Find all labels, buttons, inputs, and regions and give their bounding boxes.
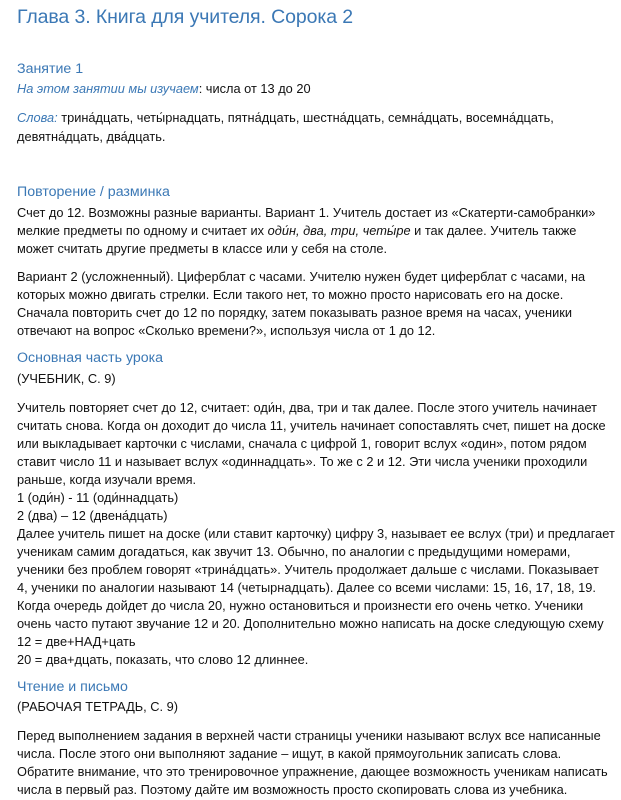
words-line-1: [17, 109, 554, 127]
warmup-heading: Повторение / разминка: [17, 184, 170, 200]
warmup-p1-line-3: может считать другие предметы в классе или у себя на столе.: [17, 241, 388, 256]
words-list-1: трина́дцать, четы́рнадцать, пятна́дцать, шестна́дцать, семна́дцать, восемна́дцать,: [57, 110, 554, 125]
page-title: Глава 3. Книга для учителя. Сорока 2: [17, 6, 354, 28]
counting-words: оди́н, два, три, четы́ре: [267, 223, 411, 238]
main-line-1: Учитель повторяет счет до 12, считает: оди́н, два, три и так далее. После этого учитель начинает: [17, 400, 598, 415]
reading-line-2: числа. После этого они выполняют задание – ищут, в какой прямоугольник записать слова.: [17, 746, 562, 761]
main-line-14: 12 = две+НАД+цать: [17, 634, 136, 649]
main-line-13: очень часто путают звучание 12 и 20. Дополнительно можно написать на доске следующую схему: [17, 616, 604, 631]
main-line-6: 1 (оди́н) - 11 (оди́ннадцать): [17, 490, 179, 505]
study-label: На этом занятии мы изучаем: [17, 81, 199, 96]
warmup-p1-line-2: [17, 222, 576, 240]
reading-line-4: числа в первый раз. Поэтому дайте им возможность просто скопировать слова из учебника.: [17, 782, 568, 797]
main-line-15: 20 = два+дцать, показать, что слово 12 длиннее.: [17, 652, 309, 667]
words-line-2: девятна́дцать, два́дцать.: [17, 129, 166, 144]
main-line-5: раньше, когда изучали время.: [17, 472, 197, 487]
reading-line-3: Обратите внимание, что это тренировочное упражнение, дающее возможность ученикам написать: [17, 764, 608, 779]
warmup-p2-line-3: Сначала повторить счет до 12 по порядку, затем показывать разное время на часах, ученики: [17, 305, 573, 320]
reading-line-1: Перед выполнением задания в верхней части страницы ученики называют вслух все написанные: [17, 728, 601, 743]
main-line-11: 4, ученики по аналогии называют 14 (четырнадцать). Далее со всеми числами: 15, 16, 17, 18, 19.: [17, 580, 596, 595]
main-line-3: или выкладывает карточки с числами, сначала с цифрой 1, говорит вслух «один», потом рядом: [17, 436, 587, 451]
warmup-p2-line-1: Вариант 2 (усложненный). Циферблат с часами. Учителю нужен будет циферблат с часами, на: [17, 269, 586, 284]
reading-ref: (РАБОЧАЯ ТЕТРАДЬ, С. 9): [17, 699, 178, 714]
lesson-heading: Занятие 1: [17, 61, 84, 77]
warmup-p1-text-c: и так далее. Учитель также: [410, 223, 577, 238]
main-line-12: Когда очередь дойдет до числа 20, нужно остановиться и произнести его очень четко. Ученики: [17, 598, 584, 613]
study-line: [17, 80, 311, 98]
warmup-p2-line-4: отвечают на вопрос «Сколько времени?», используя числа от 1 до 12.: [17, 323, 436, 338]
main-ref: (УЧЕБНИК, С. 9): [17, 371, 116, 386]
main-line-10: ученики без проблем говорят «трина́дцать». Учитель продолжает дальше с числами. Показывает: [17, 562, 599, 577]
main-line-4: ставит число 11 и называет вслух «одиннадцать». То же с 2 и 12. Эти числа ученики проходили: [17, 454, 588, 469]
main-line-8: Далее учитель пишет на доске (или ставит карточку) цифру 3, называет ее вслух (три) и предлагает: [17, 526, 615, 541]
main-line-7: 2 (два) – 12 (двена́дцать): [17, 508, 168, 523]
main-line-9: ученикам самим догадаться, как звучит 13. Обычно, по аналогии с предыдущими номерами,: [17, 544, 571, 559]
study-text: : числа от 13 до 20: [198, 81, 311, 96]
main-line-2: считать снова. Когда он доходит до числа 11, учитель начинает сопоставлять счет, пишет на доске: [17, 418, 606, 433]
main-heading: Основная часть урока: [17, 350, 164, 366]
reading-heading: Чтение и письмо: [17, 679, 128, 695]
warmup-p1-text-a: мелкие предметы по одному и считает их: [17, 223, 268, 238]
words-label: Слова:: [17, 110, 58, 125]
warmup-p2-line-2: которых можно двигать стрелки. Если такого нет, то можно просто нарисовать его на доске.: [17, 287, 564, 302]
warmup-p1-line-1: Счет до 12. Возможны разные варианты. Вариант 1. Учитель достает из «Скатерти-самобранки»: [17, 205, 596, 220]
